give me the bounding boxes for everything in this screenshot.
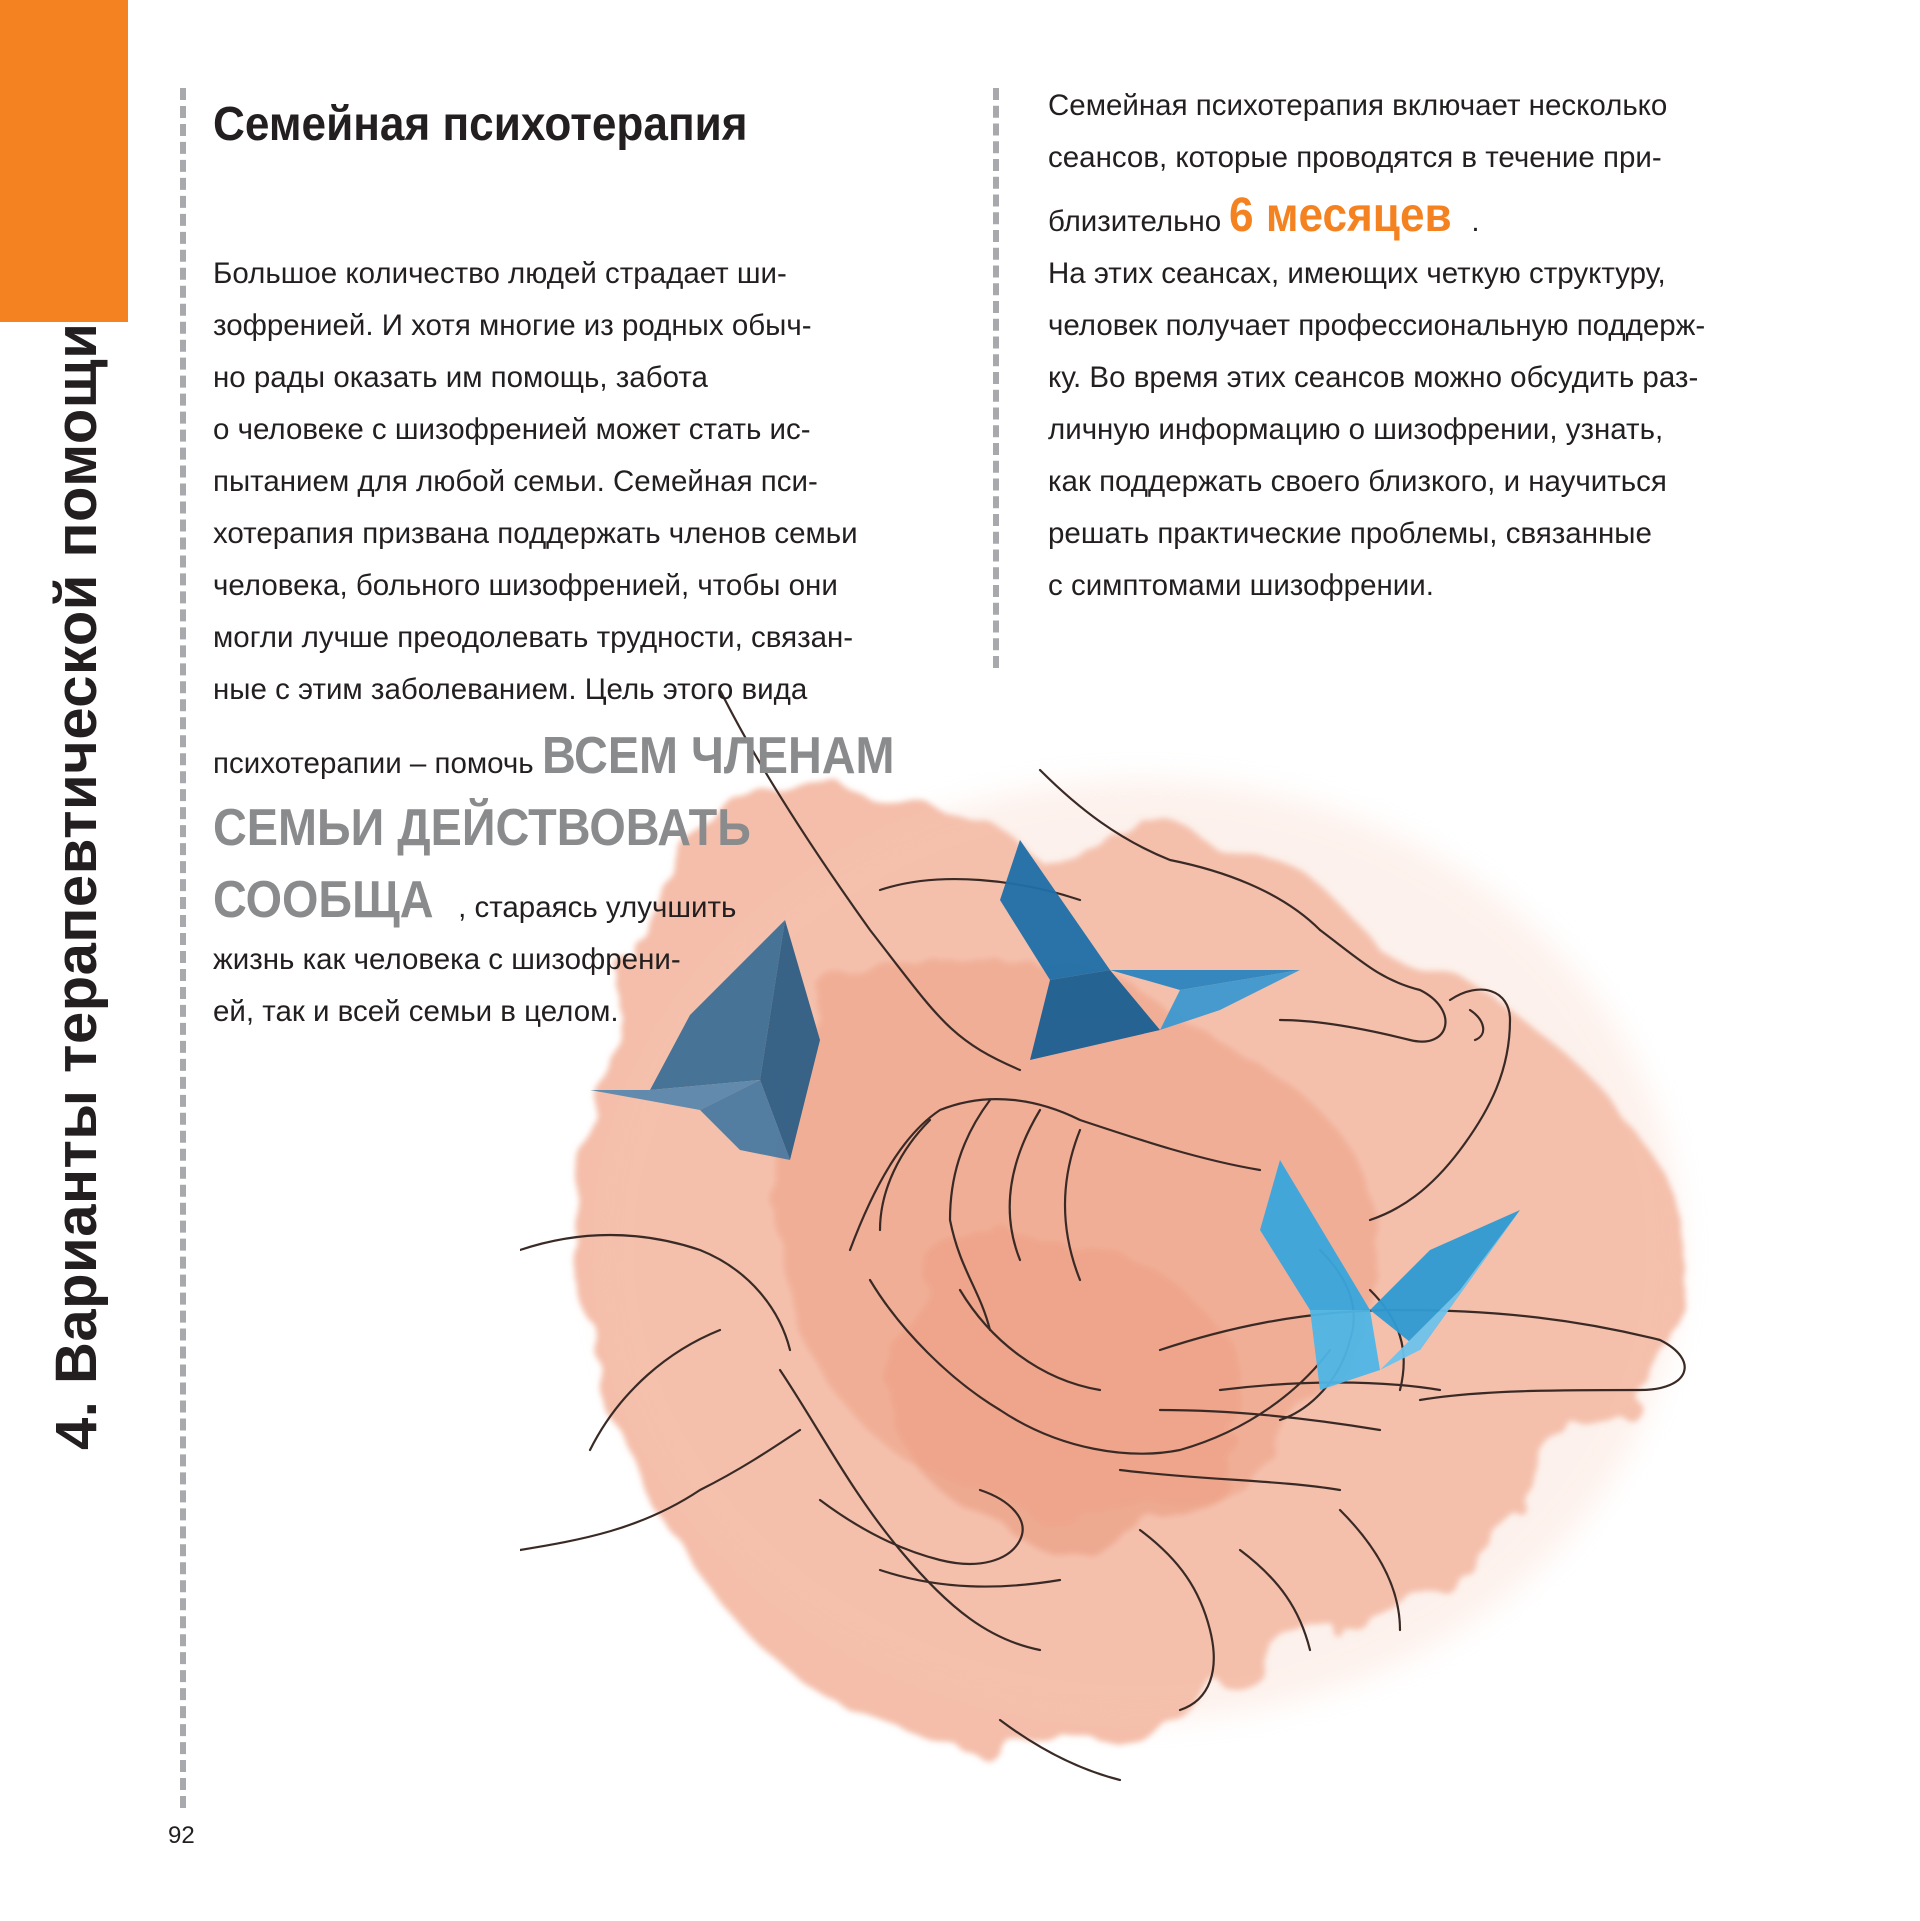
paragraph-line: как поддержать своего близкого, и научиться [1048, 465, 1667, 498]
section-title: Семейная психотерапия [213, 98, 748, 151]
goal-prefix: психотерапии – помочь [213, 747, 542, 780]
paragraph-line: человека, больного шизофренией, чтобы они [213, 569, 838, 602]
paragraph-line: личную информацию о шизофрении, узнать, [1048, 413, 1664, 446]
right-divider [993, 88, 999, 668]
paragraph-line: ку. Во время этих сеансов можно обсудить раз- [1048, 361, 1699, 394]
paragraph-line: Семейная психотерапия включает несколько [1048, 89, 1668, 122]
goal-line [213, 727, 953, 790]
paragraph-line: но рады оказать им помощь, забота [213, 361, 708, 394]
chapter-color-tab [0, 0, 128, 322]
paragraph-line: жизнь как человека с шизофрени- [213, 943, 681, 976]
paragraph-line: зофренией. И хотя многие из родных обыч- [213, 309, 812, 342]
paragraph-line: Большое количество людей страдает ши- [213, 257, 787, 290]
left-column-text [213, 248, 953, 1038]
right-column-text [1048, 80, 1828, 612]
paragraph-line: сеансов, которые проводятся в течение при- [1048, 141, 1662, 174]
goal-highlight: СЕМЬИ ДЕЙСТВОВАТЬ [213, 799, 751, 857]
paragraph-line: хотерапия призвана поддержать членов семьи [213, 517, 858, 550]
paragraph-line: пытанием для любой семьи. Семейная пси- [213, 465, 818, 498]
duration-prefix: близительно [1048, 205, 1230, 238]
paragraph-line: могли лучше преодолевать трудности, связан- [213, 621, 854, 654]
duration-suffix: . [1471, 205, 1480, 238]
paragraph-line: о человеке с шизофренией может стать ис- [213, 413, 811, 446]
left-divider [180, 88, 186, 1808]
paragraph-line: решать практические проблемы, связанные [1048, 517, 1652, 550]
paragraph-line: человек получает профессиональную поддерж- [1048, 309, 1706, 342]
goal-line [213, 799, 953, 862]
paragraph-line: с симптомами шизофрении. [1048, 569, 1434, 602]
duration-highlight: 6 месяцев [1229, 189, 1453, 242]
goal-highlight: ВСЕМ ЧЛЕНАМ [541, 727, 895, 785]
duration-line [1048, 190, 1828, 248]
paragraph-line: На этих сеансах, имеющих четкую структуру, [1048, 257, 1666, 290]
goal-suffix: , стараясь улучшить [458, 891, 737, 924]
paragraph-line: ей, так и всей семьи в целом. [213, 995, 619, 1028]
paragraph-line: ные с этим заболеванием. Цель этого вида [213, 673, 808, 706]
goal-highlight: СООБЩА [213, 871, 434, 929]
chapter-title: 4. Варианты терапевтической помощи [44, 322, 109, 1450]
page-number: 92 [168, 1822, 195, 1849]
goal-line [213, 871, 953, 934]
